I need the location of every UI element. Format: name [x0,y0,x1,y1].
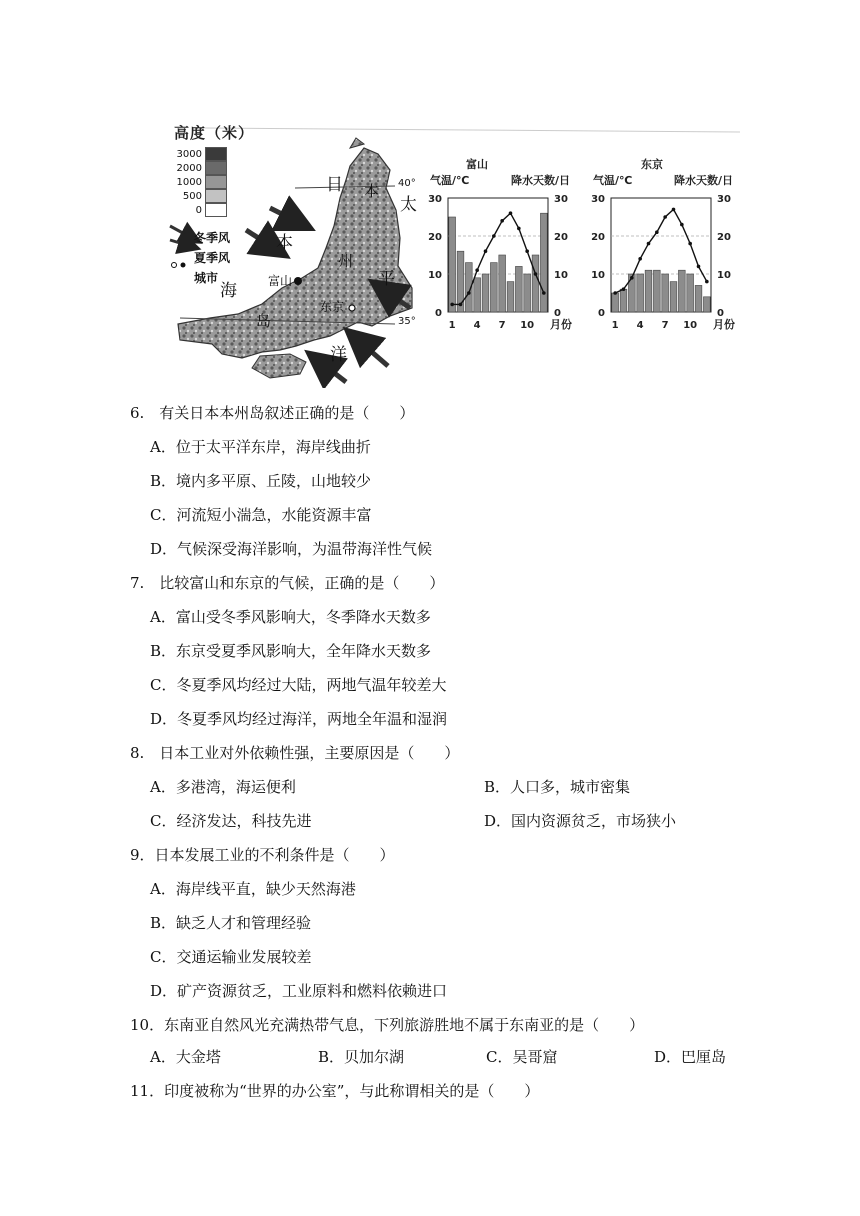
legend-title: 高度（米） [174,124,255,142]
y-tick-right: 30 [554,194,568,205]
question-stem: 11．印度被称为“世界的办公室”，与此称谓相关的是（ ） [130,1082,540,1100]
climate-charts [420,170,750,335]
answer-option: D．气候深受海洋影响，为温带海洋性气候 [150,540,433,558]
temperature-point [534,272,538,276]
temperature-point [638,257,642,261]
temperature-point [475,268,479,272]
precip-day-bar [612,293,619,312]
y-tick-left: 30 [428,194,442,205]
answer-option: B．缺乏人才和管理经验 [150,914,312,932]
answer-option: D．冬夏季风均经过海洋，两地全年温和湿润 [150,710,448,728]
temperature-point [663,215,667,219]
precip-day-bar [540,213,547,312]
precip-day-bar [515,266,522,312]
sea-char-1: 日 [326,175,343,195]
tokyo-label: 东京 [320,300,345,314]
precip-day-bar [499,255,506,312]
y-axis-left-title: 气温/℃ [430,174,470,187]
island-char-2: 州 [338,252,354,270]
answer-option: A．位于太平洋东岸，海岸线曲折 [150,438,371,456]
legend-row [174,161,264,175]
precip-day-bar [678,270,685,312]
y-tick-right: 20 [554,232,568,243]
y-tick-left: 0 [435,308,442,319]
x-tick-label: 1 [448,320,456,331]
precip-day-bar [687,274,694,312]
elevation-legend [174,122,264,217]
tokyo-dot [349,305,355,311]
lat-40-label: 40° [398,178,416,189]
precip-day-bar [662,274,669,312]
y-tick-right: 10 [717,270,731,281]
precip-day-bar [490,263,497,312]
temperature-point [525,249,529,253]
question-stem: 8. 日本工业对外依赖性强，主要原因是（ ） [130,744,460,762]
island-char-1: 本 [364,182,380,200]
precip-day-bar [645,270,652,312]
temperature-point [647,242,651,246]
x-tick-label: 4 [473,320,481,331]
y-tick-right: 20 [717,232,731,243]
x-tick-label: 4 [636,320,644,331]
precip-day-bar [653,270,660,312]
temperature-point [450,303,454,307]
legend-row [174,203,264,217]
answer-option: A．大金塔 [150,1048,221,1066]
ocean-char-3: 洋 [330,345,347,365]
precip-day-bar [703,297,710,312]
precip-day-bar [524,274,531,312]
legend-level-label: 1000 [176,176,202,188]
temperature-point [500,219,504,223]
temperature-point [509,211,513,215]
legend-level-label: 500 [182,190,202,202]
answer-option: B．人口多，城市密集 [484,778,631,796]
answer-option: B．贝加尔湖 [318,1048,405,1066]
temperature-point [705,280,709,284]
lat-35-label: 35° [398,316,416,327]
precip-day-bar [695,285,702,312]
legend-row [174,175,264,189]
legend-swatch [205,161,227,175]
legend-row [174,147,264,161]
answer-option: C．经济发达，科技先进 [150,812,312,830]
answer-option: C．河流短小湍急，水能资源丰富 [150,506,372,524]
question-stem: 10．东南亚自然风光充满热带气息，下列旅游胜地不属于东南亚的是（ ） [130,1016,645,1034]
answer-option: D．矿产资源贫乏，工业原料和燃料依赖进口 [150,982,448,1000]
precip-day-bar [637,274,644,312]
legend-swatch [205,189,227,203]
city-label: 城市 [194,271,219,285]
legend-swatch [205,147,227,161]
answer-option: B．东京受夏季风影响大，全年降水天数多 [150,642,432,660]
answer-option: A．富山受冬季风影响大，冬季降水天数多 [150,608,431,626]
y-tick-right: 0 [717,308,724,319]
question-stem: 9．日本发展工业的不利条件是（ ） [130,846,395,864]
x-tick-label: 10 [520,320,535,331]
ocean-char-2: 平 [378,269,395,289]
temperature-point [467,291,471,295]
precip-day-bar [507,282,514,312]
y-axis-right-title: 降水天数/日 [510,174,570,187]
toyama-dot [294,277,302,285]
y-axis-left-title: 气温/℃ [593,174,633,187]
y-tick-left: 10 [428,270,442,281]
precip-day-bar [628,274,635,312]
answer-option: C．吴哥窟 [486,1048,558,1066]
legend-level-label: 2000 [176,162,202,174]
ocean-char-1: 太 [400,195,417,215]
y-tick-right: 0 [554,308,561,319]
y-tick-right: 30 [717,194,731,205]
y-tick-left: 30 [591,194,605,205]
x-tick-label: 7 [498,320,506,331]
y-tick-right: 10 [554,270,568,281]
answer-option: D．国内资源贫乏，市场狭小 [484,812,677,830]
legend-swatch [205,175,227,189]
answer-option: A．多港湾，海运便利 [150,778,296,796]
legend-row [174,189,264,203]
answer-option: C．交通运输业发展较差 [150,948,312,966]
legend-swatch [205,203,227,217]
legend-swatches [174,147,264,217]
x-axis-title: 月份 [713,318,735,331]
sea-char-3: 海 [220,281,237,301]
temperature-point [484,249,488,253]
winter-monsoon-label: 冬季风 [194,231,231,245]
x-tick-label: 7 [661,320,669,331]
question-stem: 7. 比较富山和东京的气候，正确的是（ ） [130,574,445,592]
precip-day-bar [620,289,627,312]
island-char-3: 岛 [256,312,272,330]
temperature-point [630,276,634,280]
y-tick-left: 20 [591,232,605,243]
x-tick-label: 1 [611,320,619,331]
answer-option: C．冬夏季风均经过大陆，两地气温年较差大 [150,676,447,694]
y-tick-left: 20 [428,232,442,243]
temperature-point [622,287,626,291]
temperature-point [655,230,659,234]
y-tick-left: 10 [591,270,605,281]
y-tick-left: 0 [598,308,605,319]
legend-level-label: 0 [195,204,202,216]
monsoon-legend [194,228,230,288]
temperature-point [688,242,692,246]
temperature-point [459,303,463,307]
toyama-chart-title: 富山 [466,158,488,171]
y-axis-right-title: 降水天数/日 [673,174,733,187]
toyama-label: 富山 [268,274,293,288]
sea-char-2: 本 [276,233,293,253]
temperature-point [697,265,701,269]
temperature-point [542,291,546,295]
summer-monsoon-label: 夏季风 [194,251,231,265]
tokyo-chart-title: 东京 [641,158,663,171]
precip-day-bar [474,278,481,312]
x-tick-label: 10 [683,320,698,331]
question-stem: 6. 有关日本本州岛叙述正确的是（ ） [130,404,415,422]
precip-day-bar [670,282,677,312]
answer-option: A．海岸线平直，缺少天然海港 [150,880,356,898]
x-axis-title: 月份 [550,318,572,331]
precip-day-bar [482,274,489,312]
legend-level-label: 3000 [176,148,202,160]
temperature-point [517,227,521,231]
temperature-point [672,208,676,212]
temperature-point [680,223,684,227]
answer-option: B．境内多平原、丘陵，山地较少 [150,472,372,490]
precip-day-bar [449,217,456,312]
precip-day-bar [532,255,539,312]
temperature-point [492,234,496,238]
temperature-point [613,291,617,295]
answer-option: D．巴厘岛 [654,1048,727,1066]
